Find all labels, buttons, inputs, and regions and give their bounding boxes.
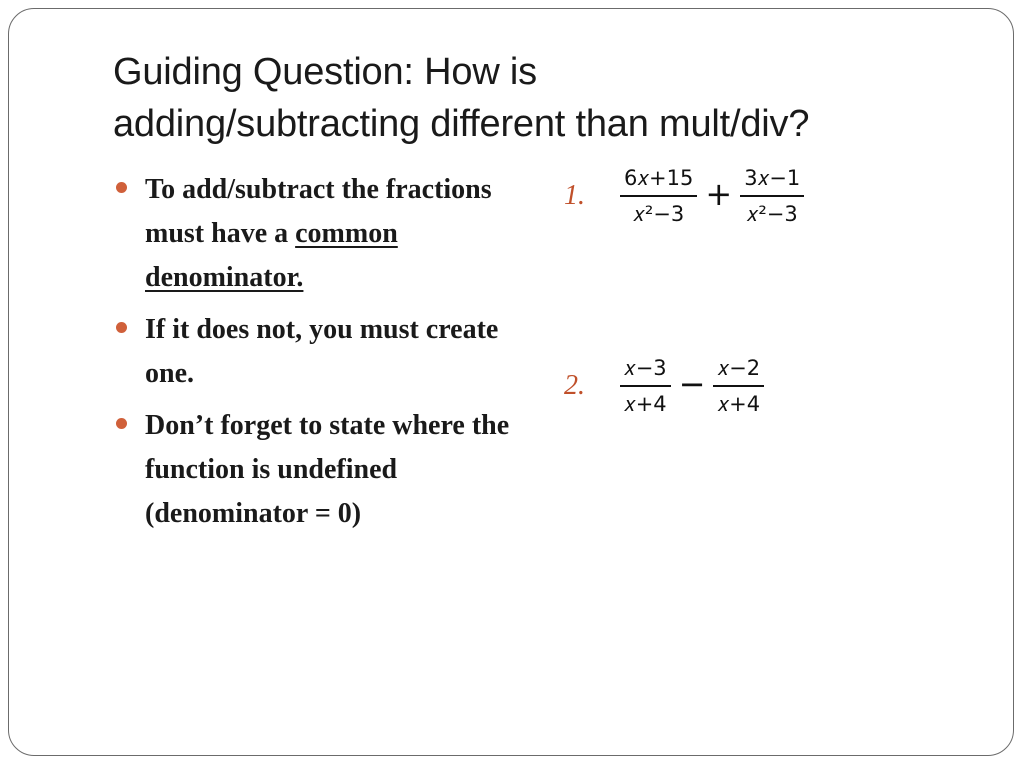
fraction-right: [740, 165, 804, 227]
fraction-left: [620, 355, 671, 417]
numerator: 𝑥−2: [713, 355, 764, 387]
fraction-left: [620, 165, 697, 227]
denominator: 𝑥²−3: [746, 202, 798, 226]
bullet-item-undefined: [112, 404, 522, 536]
numerator: 𝑥−3: [620, 355, 671, 387]
problem-number: 1.: [564, 180, 585, 211]
bullet-underlined-text: common denominator.: [145, 218, 398, 293]
bullet-list: [112, 168, 522, 544]
denominator: 𝑥²−3: [633, 202, 685, 226]
slide-title: [113, 46, 993, 150]
bullet-text: If it does not, you must create one.: [145, 314, 499, 389]
bullet-item-create-one: [112, 308, 522, 396]
title-line-2: adding/subtracting different than mult/div?: [113, 103, 810, 145]
minus-operator: −: [678, 365, 706, 403]
bullet-text: Don’t forget to state where the function is undefined (denominator = 0): [145, 410, 510, 529]
bullet-dot-icon: [116, 322, 127, 333]
numerator: 3𝑥−1: [740, 165, 804, 197]
numerator: 6𝑥+15: [620, 165, 697, 197]
bullet-text: To add/subtract the fractions must have a: [145, 174, 492, 249]
denominator: 𝑥+4: [717, 392, 761, 416]
fraction-right: [713, 355, 764, 417]
bullet-item-common-denominator: [112, 168, 522, 300]
problem-2: [564, 355, 766, 417]
problem-1: [564, 165, 806, 227]
problem-number: 2.: [564, 370, 585, 401]
denominator: 𝑥+4: [624, 392, 667, 416]
bullet-dot-icon: [116, 182, 127, 193]
plus-operator: +: [705, 175, 733, 213]
bullet-dot-icon: [116, 418, 127, 429]
title-line-1: Guiding Question: How is: [113, 51, 537, 93]
